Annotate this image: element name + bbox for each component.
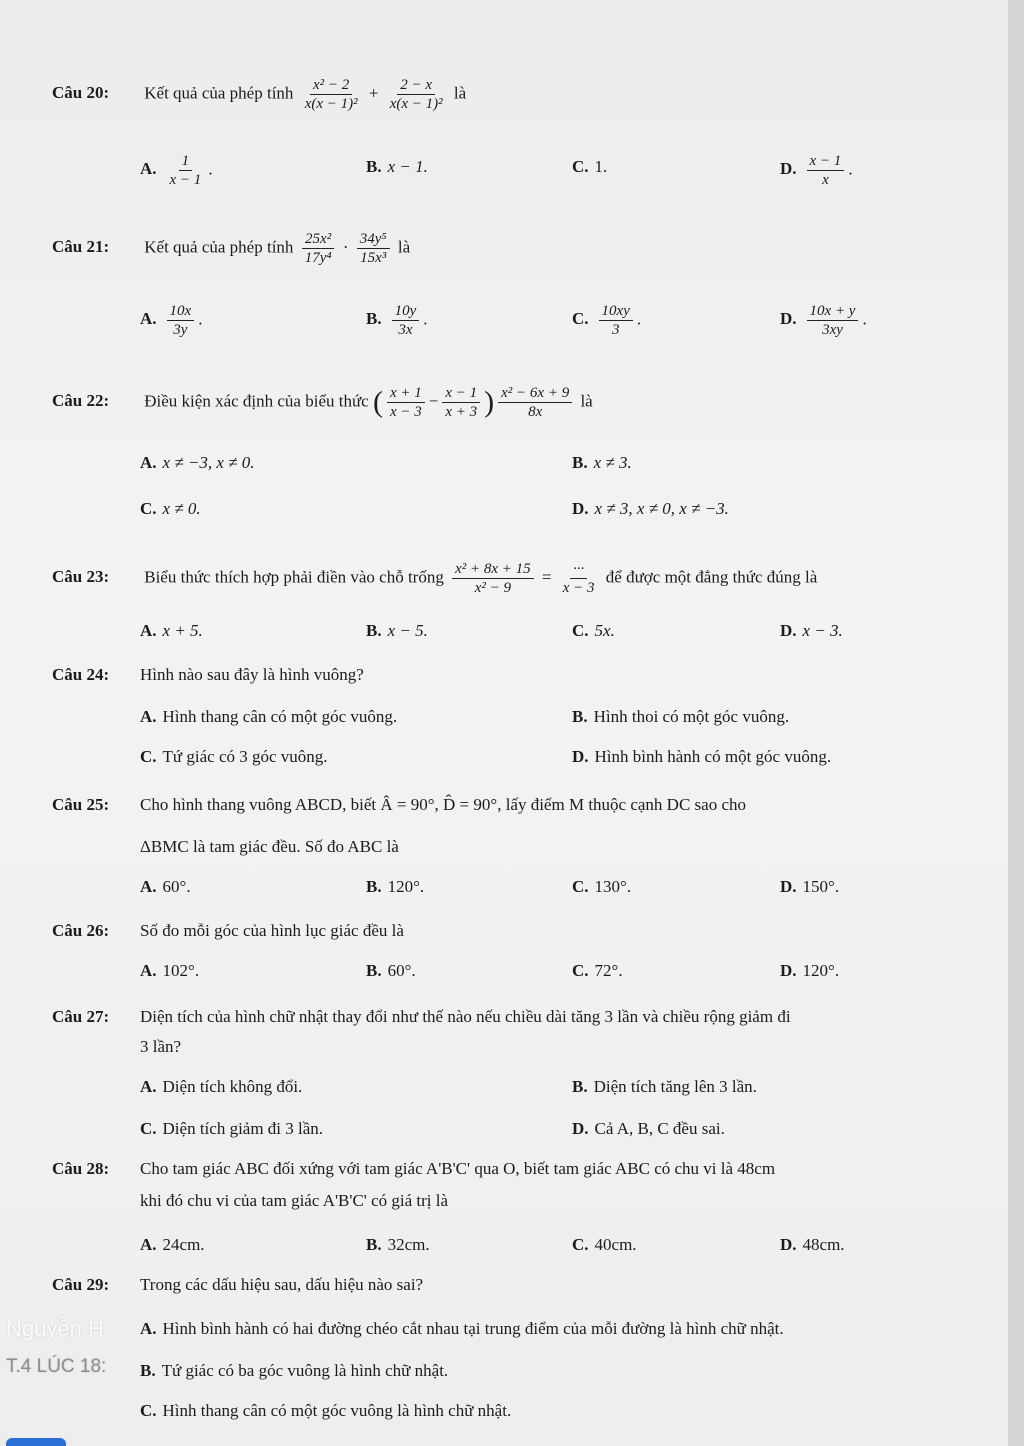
question-text: Cho tam giác ABC đối xứng với tam giác A'B'C' qua O, biết tam giác ABC có chu vi là 48cm xyxy=(140,1159,776,1178)
option-a[interactable]: A. x + 5. xyxy=(140,621,203,640)
question-text: Số đo mỗi góc của hình lục giác đều là xyxy=(140,921,404,940)
option-d[interactable]: D. 150°. xyxy=(780,877,840,896)
option-b[interactable]: B. x − 1. xyxy=(366,157,428,176)
option-c[interactable]: C. Diện tích giảm đi 3 lần. xyxy=(140,1119,324,1138)
question-text: Trong các dấu hiệu sau, dấu hiệu nào sai? xyxy=(140,1275,424,1294)
question-28 xyxy=(52,1158,775,1180)
question-23: Câu 23: Biểu thức thích hợp phải điền vào chỗ trống $\frac{\text{x² + 8x + 15}}{\text{x² − 9}}$ = $\frac{\cdot\cdot\cdot}{x - 3}$ để được một đẳng thức đúng là xyxy=(52,561,818,596)
option-c[interactable]: C. $\frac{10xy}{3}$ . xyxy=(572,303,642,338)
question-25 xyxy=(52,794,746,816)
question-number: Câu 26: xyxy=(52,921,110,940)
question-text: Diện tích của hình chữ nhật thay đổi như thế nào nếu chiều dài tăng 3 lần và chiều rộng giảm đi xyxy=(140,1007,791,1026)
question-28-line2: khi đó chu vi của tam giác A'B'C' có giá trị là xyxy=(140,1191,449,1210)
option-b[interactable]: B. 60°. xyxy=(366,961,416,980)
option-b[interactable]: B. Tứ giác có ba góc vuông là hình chữ nhật. xyxy=(140,1361,449,1380)
option-a[interactable]: A. 102°. xyxy=(140,961,200,980)
watermark-name: Nguyễn H xyxy=(6,1316,104,1341)
option-a[interactable]: A. Hình bình hành có hai đường chéo cắt nhau tại trung điểm của mỗi đường là hình chữ nhật. xyxy=(140,1319,784,1338)
fraction: $\frac{2 - x}{\text{x(x − 1)²}}$ xyxy=(389,77,443,112)
option-d[interactable]: D. 48cm. xyxy=(780,1235,845,1254)
question-20: Câu 20: Kết quả của phép tính $\frac{\text{x² − 2}}{\text{x(x − 1)²}}$ + $\frac{2 - x}{\text{x(x − 1)²}}$ là xyxy=(52,77,467,112)
fraction: $\frac{\text{x² − 2}}{\text{x(x − 1)²}}$ xyxy=(304,77,358,112)
option-d[interactable]: D. x − 3. xyxy=(780,621,843,640)
option-a[interactable]: A. 60°. xyxy=(140,877,191,896)
option-c[interactable]: C. 5x. xyxy=(572,621,615,640)
question-24 xyxy=(52,664,364,686)
option-d[interactable]: D. 120°. xyxy=(780,961,840,980)
option-c[interactable]: C. 40cm. xyxy=(572,1235,637,1254)
option-c[interactable]: C. 130°. xyxy=(572,877,632,896)
option-c[interactable]: C. Tứ giác có 3 góc vuông. xyxy=(140,747,328,766)
option-b[interactable]: B. Hình thoi có một góc vuông. xyxy=(572,707,790,726)
question-number: Câu 23: xyxy=(52,567,110,587)
question-27-line2: 3 lần? xyxy=(140,1037,182,1056)
question-number: Câu 25: xyxy=(52,795,110,814)
option-a[interactable]: A. $\frac{1}{x - 1}$ . xyxy=(140,153,213,188)
option-d[interactable]: D. x ≠ 3, x ≠ 0, x ≠ −3. xyxy=(572,499,729,518)
question-29 xyxy=(52,1274,423,1296)
option-b[interactable]: B. 120°. xyxy=(366,877,425,896)
question-text: Hình nào sau đây là hình vuông? xyxy=(140,665,364,684)
option-a[interactable]: A. Diện tích không đổi. xyxy=(140,1077,303,1096)
option-c[interactable]: C. 72°. xyxy=(572,961,623,980)
option-a[interactable]: A. 24cm. xyxy=(140,1235,205,1254)
scroll-indicator xyxy=(6,1438,66,1446)
option-d[interactable]: D. $\frac{10x + y}{3xy}$ . xyxy=(780,303,867,338)
option-b[interactable]: B. $\frac{10y}{3x}$ . xyxy=(366,303,428,338)
option-d[interactable]: D. Cả A, B, C đều sai. xyxy=(572,1119,725,1138)
question-21: Câu 21: Kết quả của phép tính $\frac{\text{25x²}}{\text{17y⁴}}$ · $\frac{\text{34y⁵}}{\text{15x³}}$ là xyxy=(52,231,411,266)
option-a[interactable]: A. Hình thang cân có một góc vuông. xyxy=(140,707,398,726)
question-number: Câu 21: xyxy=(52,237,110,257)
question-text: Điều kiện xác định của biểu thức xyxy=(144,391,369,411)
option-b[interactable]: B. x ≠ 3. xyxy=(572,453,632,472)
question-number: Câu 20: xyxy=(52,83,110,103)
question-number: Câu 24: xyxy=(52,665,110,684)
option-a[interactable]: A. $\frac{10x}{3y}$ . xyxy=(140,303,203,338)
question-number: Câu 22: xyxy=(52,391,110,411)
watermark-time: T.4 LÚC 18: xyxy=(6,1356,107,1377)
question-text: Biểu thức thích hợp phải điền vào chỗ trống xyxy=(144,567,444,587)
question-text: Kết quả của phép tính xyxy=(144,83,294,103)
option-d[interactable]: D. $\frac{x - 1}{x}$ . xyxy=(780,153,853,188)
page-edge xyxy=(1008,0,1024,1446)
question-text: Cho hình thang vuông ABCD, biết Â = 90°, D̂ = 90°, lấy điểm M thuộc cạnh DC sao cho xyxy=(140,795,746,814)
question-number: Câu 27: xyxy=(52,1007,110,1026)
option-a[interactable]: A. x ≠ −3, x ≠ 0. xyxy=(140,453,255,472)
question-number: Câu 29: xyxy=(52,1275,110,1294)
question-27 xyxy=(52,1006,791,1028)
option-d[interactable]: D. Hình bình hành có một góc vuông. xyxy=(572,747,832,766)
option-c[interactable]: C. x ≠ 0. xyxy=(140,499,201,518)
option-c[interactable]: C. 1. xyxy=(572,157,608,176)
question-number: Câu 28: xyxy=(52,1159,110,1178)
option-b[interactable]: B. x − 5. xyxy=(366,621,428,640)
option-b[interactable]: B. Diện tích tăng lên 3 lần. xyxy=(572,1077,757,1096)
question-22: Câu 22: Điều kiện xác định của biểu thức ( $\frac{x + 1}{x - 3}$ − $\frac{x - 1}{x + 3}$ ) $\frac{\text{x² − 6x + 9}}{8x}$ là xyxy=(52,385,593,420)
question-text: Kết quả của phép tính xyxy=(144,237,294,257)
question-26 xyxy=(52,920,404,942)
option-c[interactable]: C. Hình thang cân có một góc vuông là hình chữ nhật. xyxy=(140,1401,512,1420)
question-25-line2: ΔBMC là tam giác đều. Số đo ABC là xyxy=(140,837,399,856)
option-b[interactable]: B. 32cm. xyxy=(366,1235,430,1254)
